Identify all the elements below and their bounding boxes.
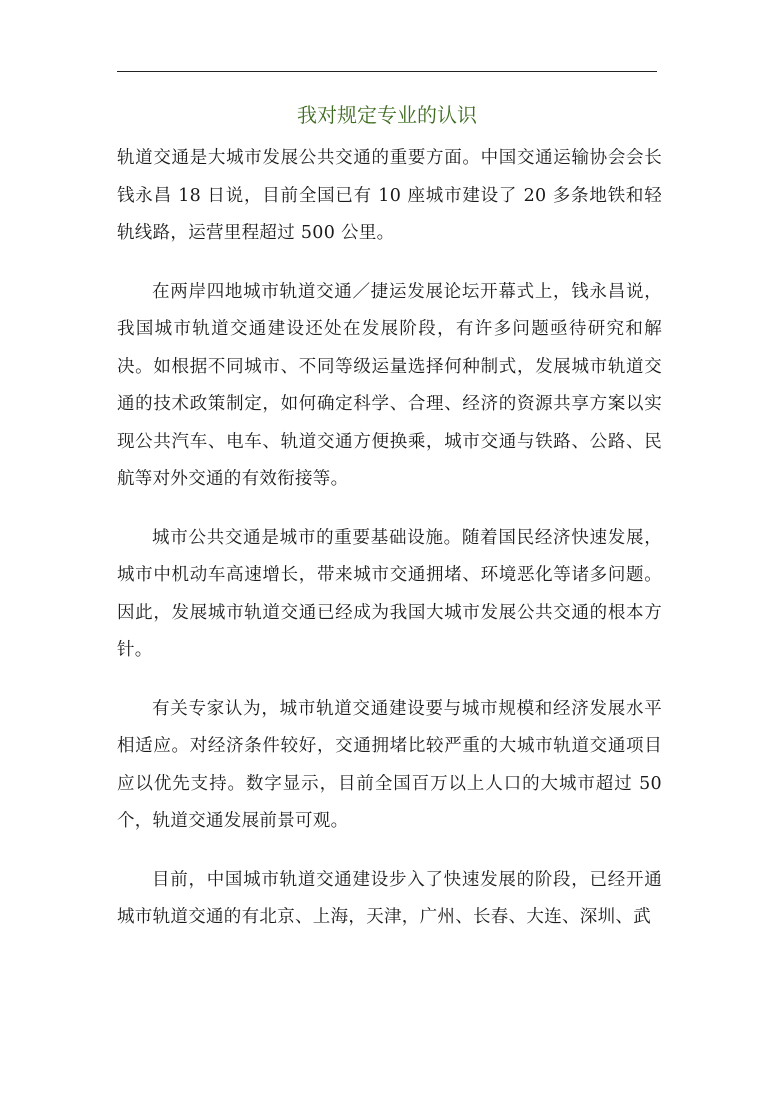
paragraph-3: 城市公共交通是城市的重要基础设施。随着国民经济快速发展，城市中机动车高速增长，带来城市交通拥堵、环境恶化等诸多问题。因此，发展城市轨道交通已经成为我国大城市发展公共交通的根本方针。 — [117, 527, 662, 660]
paragraph-4: 有关专家认为，城市轨道交通建设要与城市规模和经济发展水平相适应。对经济条件较好，交通拥堵比较严重的大城市轨道交通项目应以优先支持。数字显示，目前全国百万以上人口的大城市超过 50 个，轨道交通发展前景可观。 — [117, 698, 662, 831]
paragraph-2: 在两岸四地城市轨道交通／捷运发展论坛开幕式上，钱永昌说，我国城市轨道交通建设还处在发展阶段，有许多问题亟待研究和解决。如根据不同城市、不同等级运量选择何种制式，发展城市轨道交通的技术政策制定，如何确定科学、合理、经济的资源共享方案以实现公共汽车、电车、轨道交通方便换乘，城市交通与铁路、公路、民航等对外交通的有效衔接等。 — [117, 281, 662, 489]
document-title: 我对规定专业的认识 — [297, 103, 477, 127]
document-body — [117, 140, 662, 958]
paragraph-1: 轨道交通是大城市发展公共交通的重要方面。中国交通运输协会会长钱永昌 18 日说，目前全国已有 10 座城市建设了 20 多条地铁和轻轨线路，运营里程超过 500 公里。 — [117, 148, 662, 243]
header-rule — [117, 71, 657, 72]
paragraph-5: 目前，中国城市轨道交通建设步入了快速发展的阶段，已经开通城市轨道交通的有北京、上海，天津，广州、长春、大连、深圳、武 — [117, 869, 662, 927]
